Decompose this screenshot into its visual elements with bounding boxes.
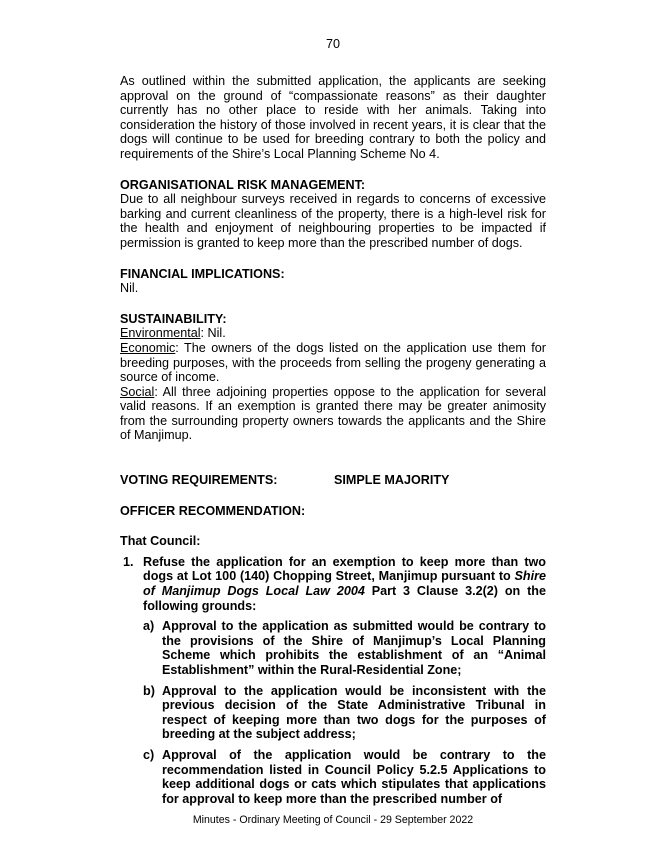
voting-value: SIMPLE MAJORITY xyxy=(334,473,450,488)
subitem-letter: b) xyxy=(143,683,155,698)
item-number: 1. xyxy=(123,554,134,569)
environmental-label: Environmental xyxy=(120,326,201,341)
social-label: Social xyxy=(120,384,155,399)
subitem-text: Approval to the application as submitted would be contrary to the provisions of the Shire of Manjimup’s Local Planning Scheme which prohibits the establishment of an “Animal Establishment” within the Rural-Residential Zone; xyxy=(162,619,546,677)
subitem-b xyxy=(120,684,546,742)
environmental-line xyxy=(120,326,546,341)
financial-text: Nil. xyxy=(120,281,139,296)
intro-paragraph: As outlined within the submitted application, the applicants are seeking approval on the ground of “compassionate reasons” as their daughter currently has no other place to reside with her animals. Taking into consideration the history of those involved in recent years, it is clear that the dogs will continue to be used for breeding contrary to both the policy and requirements of the Shire’s Local Planning Scheme No 4. xyxy=(120,74,546,161)
risk-heading: ORGANISATIONAL RISK MANAGEMENT: xyxy=(120,177,366,192)
environmental-text: : Nil. xyxy=(200,326,226,341)
financial-heading: FINANCIAL IMPLICATIONS: xyxy=(120,266,285,281)
voting-requirements xyxy=(120,473,546,488)
voting-label: VOTING REQUIREMENTS: xyxy=(120,473,278,488)
item-text xyxy=(143,555,546,613)
subitem-a xyxy=(120,619,546,677)
page-number: 70 xyxy=(325,37,340,51)
subitem-letter: c) xyxy=(143,747,155,762)
subitem-text: Approval of the application would be contrary to the recommendation listed in Council Policy 5.2.5 Applications to keep additional dogs or cats which stipulates that applications for approval to keep more than the prescribed number of xyxy=(162,747,546,806)
economic-line xyxy=(120,341,546,385)
item-text-part-b: Part 3 Clause 3.2(2) on the following grounds: xyxy=(143,584,546,613)
page-footer: Minutes - Ordinary Meeting of Council - 29 September 2022 xyxy=(192,814,474,826)
subitem-text: Approval to the application would be inconsistent with the previous decision of the State Administrative Tribunal in respect of keeping more than two dogs for the purposes of breeding at the subject address; xyxy=(162,683,546,742)
social-text: : All three adjoining properties oppose to the application for several valid reasons. If an exemption is granted there may be greater animosity from the surrounding property owners towards the applicants and the Shire of Manjimup. xyxy=(120,384,546,443)
local-law-title: Shire of Manjimup Dogs Local Law 2004 xyxy=(143,569,546,599)
item-text-part-a: Refuse the application for an exemption to keep more than two dogs at Lot 100 (140) Chopping Street, Manjimup pursuant to xyxy=(143,554,546,584)
that-council: That Council: xyxy=(120,534,201,549)
subitem-c xyxy=(120,748,546,806)
economic-label: Economic xyxy=(120,340,176,355)
economic-text: : The owners of the dogs listed on the application use them for breeding purposes, with the proceeds from selling the progeny generating a source of income. xyxy=(120,340,546,385)
risk-text: Due to all neighbour surveys received in regards to concerns of excessive barking and current cleanliness of the property, there is a high-level risk for the health and enjoyment of neighbouring properties to be impacted if permission is granted to keep more than the prescribed number of dogs. xyxy=(120,192,546,250)
subitem-letter: a) xyxy=(143,619,155,634)
document-body xyxy=(120,74,546,806)
recommendation-heading: OFFICER RECOMMENDATION: xyxy=(120,503,306,518)
sustainability-heading: SUSTAINABILITY: xyxy=(120,311,227,326)
social-line xyxy=(120,385,546,443)
recommendation-item-1 xyxy=(120,555,546,613)
